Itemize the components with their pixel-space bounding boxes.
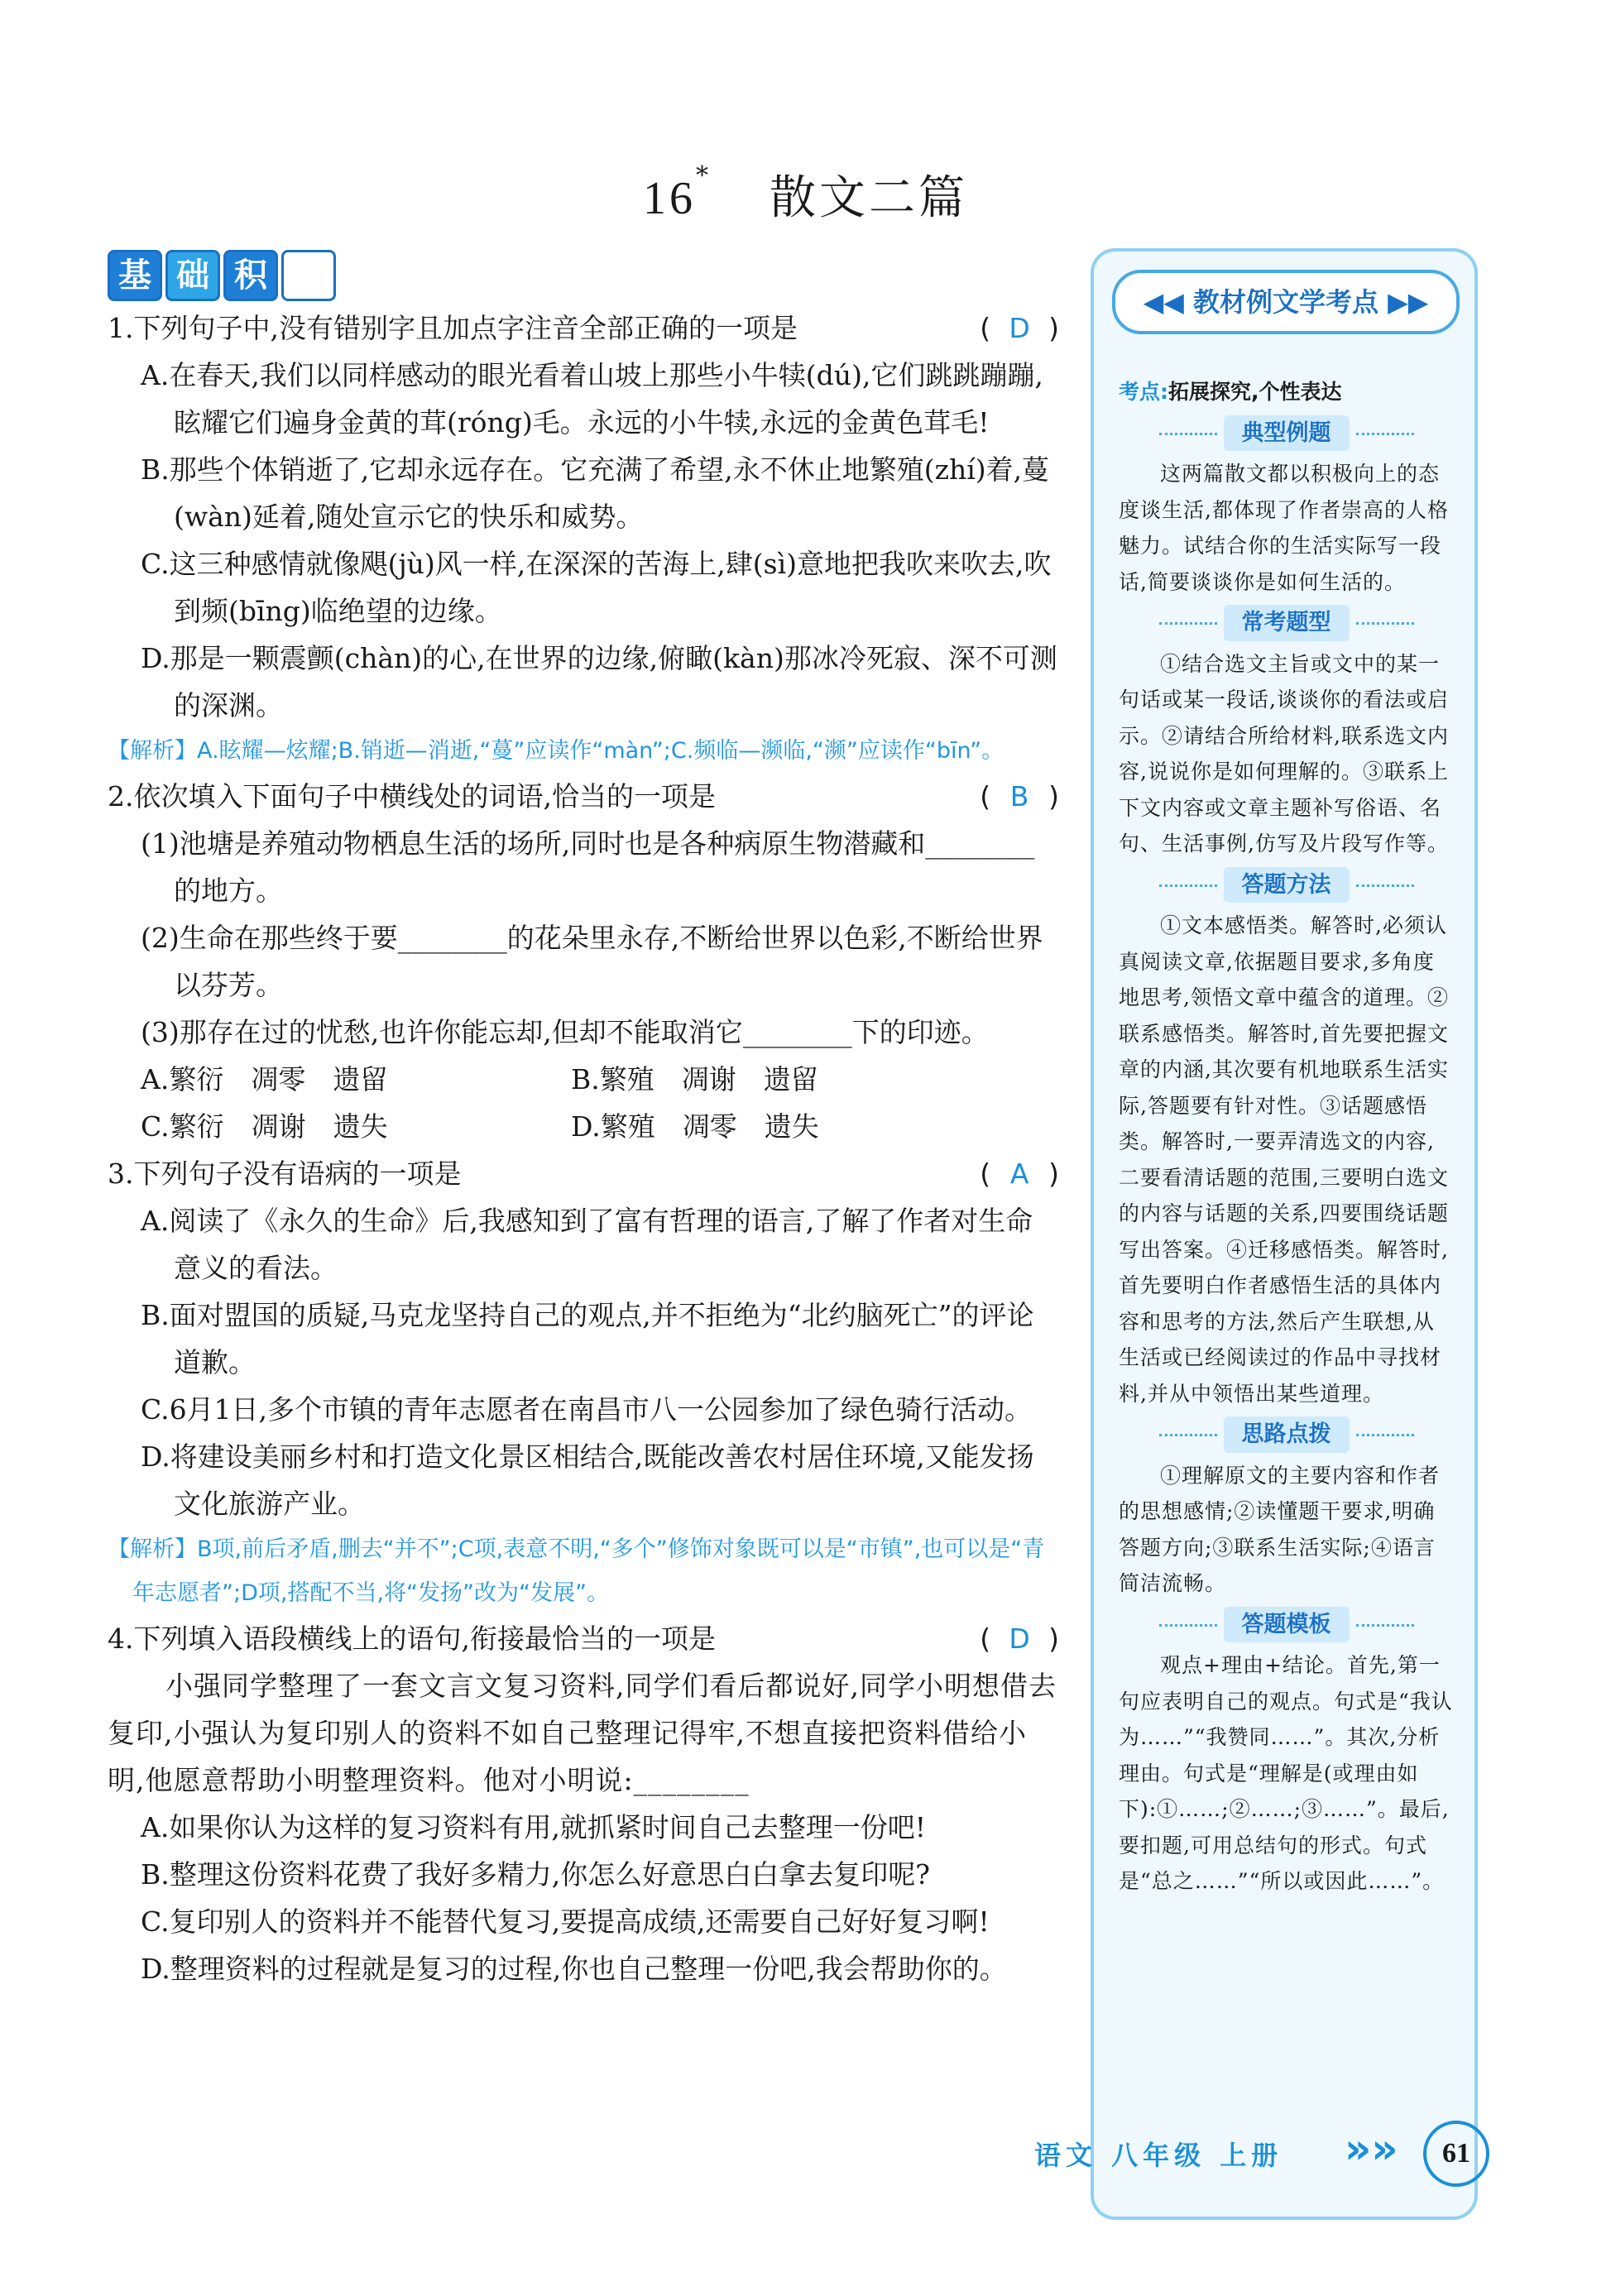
option-row [141,1103,1059,1150]
option: C.6月1日,多个市镇的青年志愿者在南昌市八一公园参加了绿色骑行活动。 [141,1393,1033,1426]
sidebar-header: ◀◀ 教材例文学考点 ▶▶ [1112,270,1460,334]
questions-column [108,304,1059,1992]
option: A.繁衍 凋零 遗留 [141,1063,388,1095]
option: C.这三种感情就像飓(jù)风一样,在深深的苦海上,肆(sì)意地把我吹来吹去,吹到频(bīng)临绝望的边缘。 [141,548,1052,627]
option: D.繁殖 凋零 遗失 [571,1110,819,1143]
option: D.将建设美丽乡村和打造文化景区相结合,既能改善农村居住环境,又能发扬文化旅游产业。 [141,1440,1034,1520]
sidebar-panel [1091,248,1478,2220]
option: C.复印别人的资料并不能替代复习,要提高成绩,还需要自己好好复习啊! [141,1905,990,1938]
kaodian-text: 拓展探究,个性表达 [1168,380,1342,404]
answer-bracket: ( B ) [980,773,1059,820]
section-tag-char: 积 [223,250,278,301]
question-stem: 1.下列句子中,没有错别字且加点字注音全部正确的一项是 [108,312,798,344]
option: D.那是一颗震颤(chàn)的心,在世界的边缘,俯瞰(kàn)那冰冷死寂、深不可测的深渊。 [141,642,1057,721]
option: B.面对盟国的质疑,马克龙坚持自己的观点,并不拒绝为“北约脑死亡”的评论道歉。 [141,1299,1034,1378]
question-stem: 4.下列填入语段横线上的语句,衔接最恰当的一项是 [108,1623,716,1655]
footer-subject: 语文 八年级 上册 [1034,2140,1283,2171]
answer-bracket: ( D ) [980,304,1059,352]
section-tag-char: 基 [108,250,162,301]
subheading [1119,605,1454,641]
answer-letter: D [1009,1623,1030,1655]
question-3 [108,1150,1059,1197]
subheading-text: 常考题型 [1224,605,1350,641]
question-4 [108,1615,1059,1662]
sidebar-body [1119,374,1454,1900]
section-tag-char: 累 [281,250,336,301]
lesson-title-text: 散文二篇 [770,171,968,225]
subheading-text: 答题模板 [1224,1607,1350,1643]
lesson-number: 16 [643,173,696,224]
option: A.如果你认为这样的复习资料有用,就抓紧时间自己去整理一份吧! [141,1811,927,1843]
answer-letter: A [1009,1158,1029,1190]
option: B.那些个体销逝了,它却永远存在。它充满了希望,永不休止地繁殖(zhí)着,蔓(wàn)延着,随处宣示它的快乐和威势。 [141,453,1050,533]
sidebar-text: 这两篇散文都以积极向上的态度谈生活,都体现了作者崇高的人格魅力。试结合你的生活实际写一段话,简要谈谈你是如何生活的。 [1119,462,1449,594]
lesson-star: * [696,161,712,190]
lesson-title [0,161,1611,228]
subheading-text: 答题方法 [1224,867,1350,904]
section-tag-basic [108,250,336,301]
option: B.整理这份资料花费了我好多精力,你怎么好意思白白拿去复印呢? [141,1858,930,1891]
sidebar-text: ①文本感悟类。解答时,必须认真阅读文章,依据题目要求,多角度地思考,领悟文章中蕴含的道理。②联系感悟类。解答时,首先要把握文章的内涵,其次要有机地联系生活实际,答题要有针对性。③话题感悟类。解答时,一要弄清选文的内容,二要看清话题的范围,三要明白选文的内容与话题的关系,四要围绕话题写出答案。④迁移感悟类。解答时,首先要明白作者感悟生活的具体内容和思考的方法,然后产生联想,从生活或已经阅读过的作品中寻找材料,并从中领悟出某些道理。 [1119,913,1449,1406]
subheading-text: 典型例题 [1224,415,1350,452]
sentence: (3)那存在过的忧愁,也许你能忘却,但却不能取消它________下的印迹。 [141,1016,989,1048]
answer-letter: D [1009,312,1030,344]
analysis-note: 【解析】B项,前后矛盾,删去“并不”;C项,表意不明,“多个”修饰对象既可以是“市镇”,也可以是“青年志愿者”;D项,搭配不当,将“发扬”改为“发展”。 [108,1536,1045,1606]
passage: 小强同学整理了一套文言文复习资料,同学们看后都说好,同学小明想借去复印,小强认为复印别人的资料不如自己整理记得牢,不想直接把资料借给小明,他愿意帮助小明整理资料。他对小明说:________ [108,1670,1057,1796]
question-stem: 3.下列句子没有语病的一项是 [108,1158,462,1190]
answer-bracket: ( D ) [980,1615,1059,1662]
option: C.繁衍 凋谢 遗失 [141,1110,388,1143]
option: B.繁殖 凋谢 遗留 [571,1063,818,1095]
sentence: (2)生命在那些终于要________的花朵里永存,不断给世界以色彩,不断给世界以芬芳。 [141,922,1043,1001]
subheading [1119,415,1454,452]
option: A.阅读了《永久的生命》后,我感知到了富有哲理的语言,了解了作者对生命意义的看法。 [141,1205,1033,1284]
sidebar-header-text: 教材例文学考点 [1192,286,1378,318]
option: A.在春天,我们以同样感动的眼光看着山坡上那些小牛犊(dú),它们跳跳蹦蹦,眩耀它们遍身金黄的茸(róng)毛。永远的小牛犊,永远的金黄色茸毛! [141,359,1043,439]
question-1 [108,304,1059,352]
section-tag-char: 础 [165,250,220,301]
page-number: 61 [1423,2121,1489,2187]
sidebar-text: ①结合选文主旨或文中的某一句话或某一段话,谈谈你的看法或启示。②请结合所给材料,联系选文内容,说说你是如何理解的。③联系上下文内容或文章主题补写俗语、名句、生活事例,仿写及片段写作等。 [1119,651,1449,856]
question-stem: 2.依次填入下面句子中横线处的词语,恰当的一项是 [108,780,716,812]
option-row [141,1056,1059,1103]
chevron-right-icon: »» [1345,2125,1398,2173]
kaodian [1119,374,1454,410]
subheading-text: 思路点拨 [1224,1416,1350,1453]
subheading [1119,867,1454,904]
kaodian-label: 考点: [1119,380,1168,404]
sidebar-text: 观点+理由+结论。首先,第一句应表明自己的观点。句式是“我认为……”“我赞同……”。其次,分析理由。句式是“理解是(或理由如下):①……;②……;③……”。最后,要扣题,可用总结句的形式。句式是“总之……”“所以或因此……”。 [1119,1653,1453,1893]
option: D.整理资料的过程就是复习的过程,你也自己整理一份吧,我会帮助你的。 [141,1953,1007,1985]
sentence: (1)池塘是养殖动物栖息生活的场所,同时也是各种病原生物潜藏和________的地方。 [141,827,1035,907]
answer-letter: B [1009,780,1029,812]
answer-bracket: ( A ) [980,1150,1059,1197]
question-2 [108,773,1059,820]
analysis-note: 【解析】A.眩耀—炫耀;B.销逝—消逝,“蔓”应读作“màn”;C.频临—濒临,“濒”应读作“bīn”。 [108,738,1004,764]
subheading [1119,1607,1454,1643]
sidebar-text: ①理解原文的主要内容和作者的思想感情;②读懂题干要求,明确答题方向;③联系生活实际;④语言简洁流畅。 [1119,1463,1441,1595]
subheading [1119,1416,1454,1453]
